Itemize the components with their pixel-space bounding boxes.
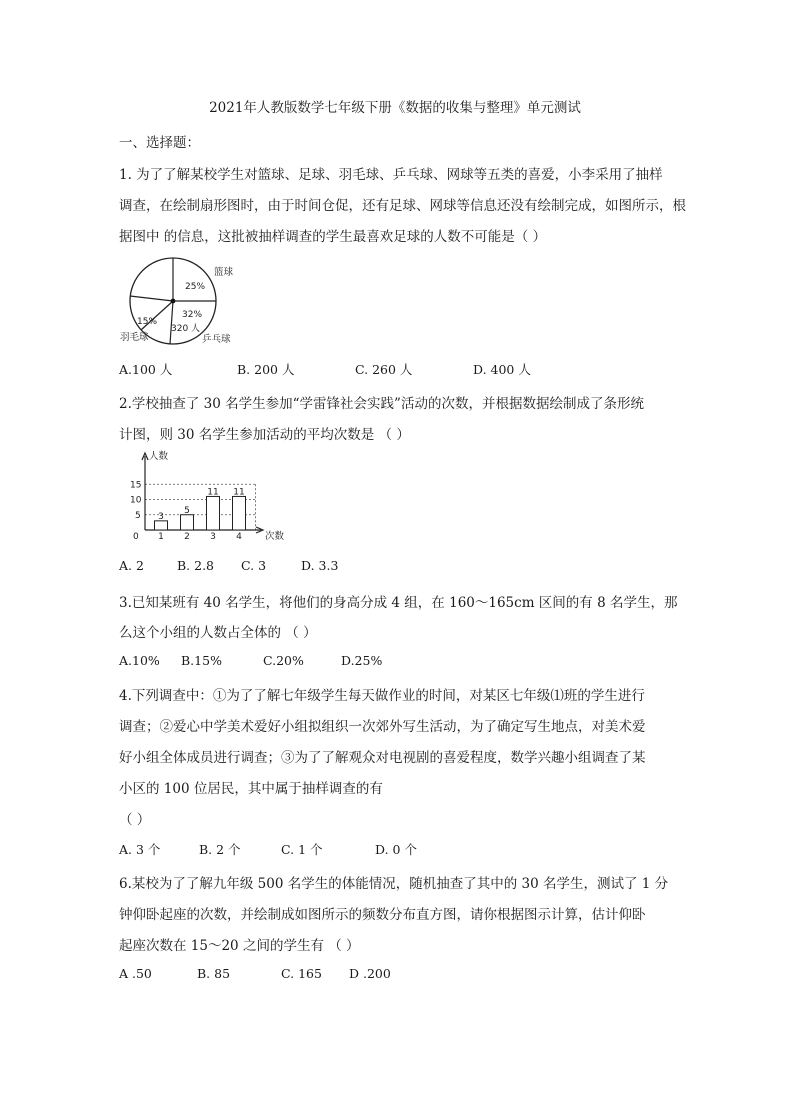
q1-option-d: D. 400 人 (473, 362, 531, 377)
q3-options (119, 653, 382, 668)
pie-pct-pingpong: 32% (182, 310, 203, 320)
pie-pct-badminton: 15% (137, 317, 158, 327)
q4-line-5: （ ） (119, 812, 151, 828)
pie-label-pingpong: 乒乓球 (202, 334, 231, 345)
q3-option-d: D.25% (341, 653, 383, 668)
q2-line-2: 计图，则 30 名学生参加活动的平均次数是 （ ） (119, 427, 410, 443)
q6-option-c: C. 165 (281, 966, 322, 981)
q3-line-2: 么这个小组的人数占全体的 （ ） (119, 625, 317, 641)
q1-option-a: A.100 人 (119, 362, 173, 377)
bar-data-label: 11 (233, 487, 245, 498)
x-tick-label: 1 (158, 532, 164, 542)
y-tick-label: 15 (130, 480, 142, 491)
bar (181, 515, 194, 530)
q1-line-2: 调查，在绘制扇形图时，由于时间仓促，还有足球、网球等信息还没有绘制完成，如图所示，根 (119, 198, 686, 214)
pie-label-badminton: 羽毛球 (120, 332, 149, 343)
q4-option-a: A. 3 个 (119, 842, 161, 857)
y-tick-label: 5 (135, 510, 141, 521)
bar-chart (119, 448, 289, 546)
bar-data-label: 5 (184, 505, 190, 516)
pie-chart (119, 255, 249, 350)
pie-label-basketball: 篮球 (214, 267, 234, 278)
x-axis-title: 次数 (265, 531, 285, 542)
q6-options (119, 966, 391, 981)
y-tick-label: 0 (133, 532, 139, 542)
x-tick-label: 4 (236, 532, 242, 542)
q4-option-b: B. 2 个 (199, 842, 241, 857)
q4-option-d: D. 0 个 (375, 842, 417, 857)
bar-data-label: 3 (158, 511, 164, 522)
bar (207, 496, 220, 530)
pie-pct-basketball: 25% (185, 282, 206, 292)
q2-option-b: B. 2.8 (177, 558, 215, 573)
q4-line-2: 调查；②爱心中学美术爱好小组拟组织一次郊外写生活动，为了确定写生地点，对美术爱 (119, 719, 646, 735)
pie-divider-bottom (170, 301, 173, 344)
q6-line-3: 起座次数在 15～20 之间的学生有 （ ） (119, 938, 360, 954)
y-tick-label: 10 (130, 495, 142, 506)
bar (233, 496, 246, 530)
q3-option-a: A.10% (119, 653, 160, 668)
q4-line-4: 小区的 100 位居民，其中属于抽样调查的有 (119, 781, 383, 797)
q6-option-b: B. 85 (197, 966, 231, 981)
q2-option-c: C. 3 (241, 558, 267, 573)
y-axis-title: 人数 (149, 451, 169, 462)
q4-options (119, 840, 417, 858)
q2-line-1: 2.学校抽查了 30 名学生参加“学雷锋社会实践”活动的次数，并根据数据绘制成了条形统 (119, 396, 644, 412)
pie-divider-left (130, 296, 173, 301)
q3-line-1: 3.已知某班有 40 名学生，将他们的身高分成 4 组，在 160～165cm 区间的有 8 名学生，那 (119, 595, 678, 611)
q6-option-a: A .50 (119, 966, 152, 981)
pie-count-pingpong: 320 人 (171, 324, 201, 334)
x-tick-label: 2 (184, 532, 190, 542)
q1-options (119, 360, 531, 378)
q2-option-a: A. 2 (119, 558, 144, 573)
bar-data-label: 11 (207, 487, 219, 498)
q3-option-b: B.15% (181, 653, 222, 668)
q1-line-3: 据图中 的信息，这批被抽样调查的学生最喜欢足球的人数不可能是（ ） (119, 229, 547, 245)
bar (155, 521, 168, 530)
q6-line-1: 6.某校为了了解九年级 500 名学生的体能情况，随机抽查了其中的 30 名学生，测试了 1 分 (119, 876, 669, 892)
pie-center-dot (171, 299, 176, 304)
q4-option-c: C. 1 个 (281, 842, 323, 857)
q6-line-2: 钟仰卧起座的次数，并绘制成如图所示的频数分布直方图，请你根据图示计算，估计仰卧 (119, 907, 646, 923)
page-title: 2021年人教版数学七年级下册《数据的收集与整理》单元测试 (209, 100, 581, 116)
q3-option-c: C.20% (263, 653, 304, 668)
q4-line-1: 4.下列调查中：①为了了解七年级学生每天做作业的时间，对某区七年级⑴班的学生进行 (119, 688, 645, 704)
q1-option-c: C. 260 人 (355, 362, 413, 377)
q2-options (119, 558, 338, 573)
q6-option-d: D .200 (349, 966, 391, 981)
q1-option-b: B. 200 人 (237, 362, 295, 377)
section-heading: 一、选择题： (119, 135, 200, 151)
q1-line-1: 1. 为了了解某校学生对篮球、足球、羽毛球、乒乓球、网球等五类的喜爱，小李采用了抽样 (119, 167, 663, 183)
q4-line-3: 好小组全体成员进行调查；③为了了解观众对电视剧的喜爱程度，数学兴趣小组调查了某 (119, 750, 646, 766)
x-tick-label: 3 (210, 532, 216, 542)
q2-option-d: D. 3.3 (301, 558, 339, 573)
